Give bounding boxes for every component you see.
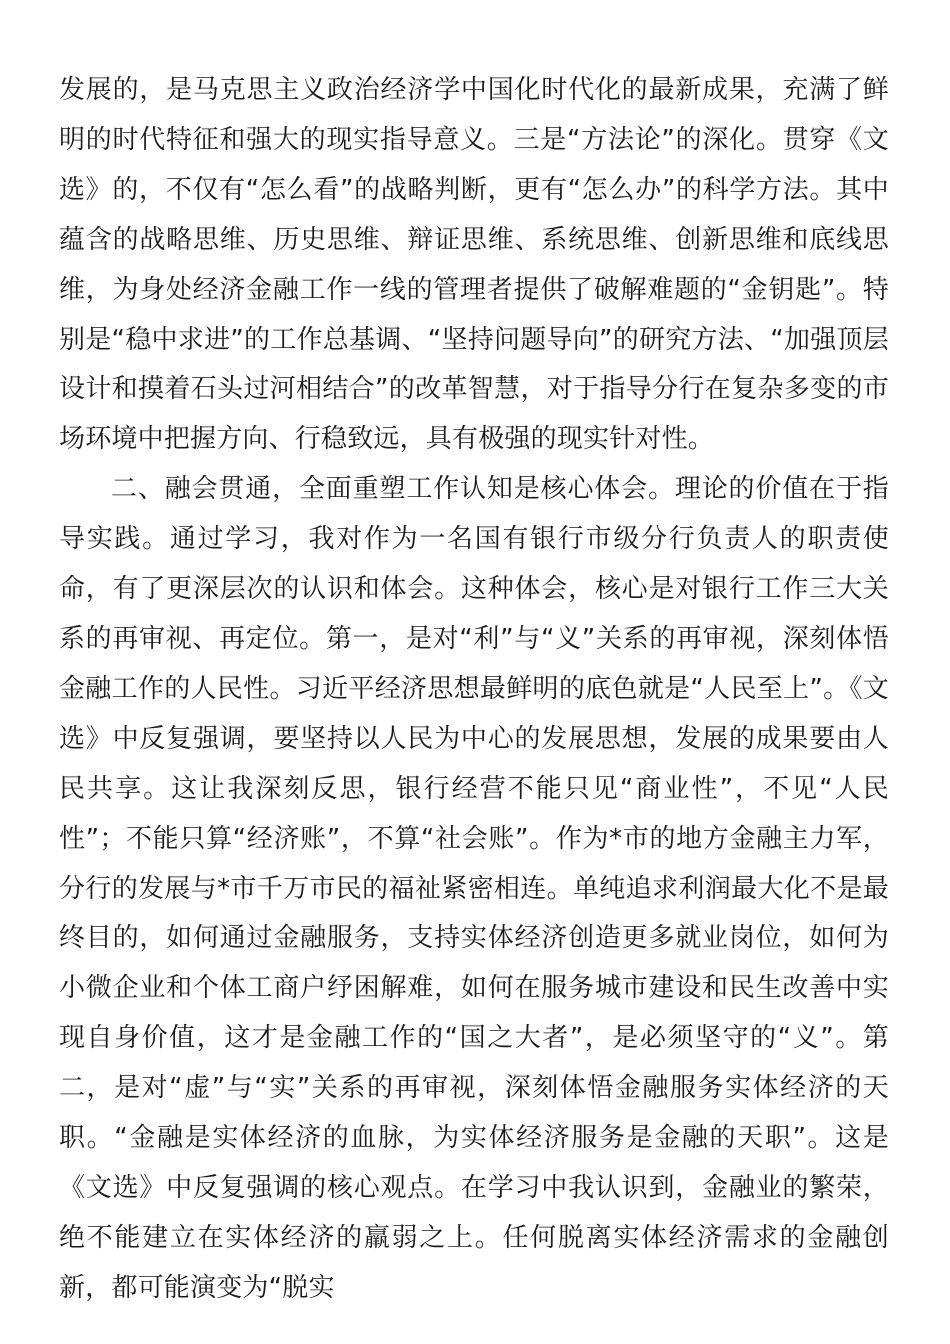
document-body bbox=[59, 66, 889, 1314]
paragraph-continuation: 发展的，是马克思主义政治经济学中国化时代化的最新成果，充满了鲜明的时代特征和强大的现实指导意义。三是“方法论”的深化。贯穿《文选》的，不仅有“怎么看”的战略判断，更有“怎么办”的科学方法。其中蕴含的战略思维、历史思维、辩证思维、系统思维、创新思维和底线思维，为身处经济金融工作一线的管理者提供了破解难题的“金钥匙”。特别是“稳中求进”的工作总基调、“坚持问题导向”的研究方法、“加强顶层设计和摸着石头过河相结合”的改革智慧，对于指导分行在复杂多变的市场环境中把握方向、行稳致远，具有极强的现实针对性。 bbox=[59, 75, 889, 455]
paragraph-section-two: 二、融会贯通，全面重塑工作认知是核心体会。理论的价值在于指导实践。通过学习，我对作为一名国有银行市级分行负责人的职责使命，有了更深层次的认识和体会。这种体会，核心是对银行工作三大关系的再审视、再定位。第一，是对“利”与“义”关系的再审视，深刻体悟金融工作的人民性。习近平经济思想最鲜明的底色就是“人民至上”。《文选》中反复强调，要坚持以人民为中心的发展思想，发展的成果要由人民共享。这让我深刻反思，银行经营不能只见“商业性”，不见“人民性”；不能只算“经济账”，不算“社会账”。作为*市的地方金融主力军，分行的发展与*市千万市民的福祉紧密相连。单纯追求利润最大化不是最终目的，如何通过金融服务，支持实体经济创造更多就业岗位，如何为小微企业和个体工商户纾困解难，如何在服务城市建设和民生改善中实现自身价值，这才是金融工作的“国之大者”，是必须坚守的“义”。第二，是对“虚”与“实”关系的再审视，深刻体悟金融服务实体经济的天职。“金融是实体经济的血脉，为实体经济服务是金融的天职”。这是《文选》中反复强调的核心观点。在学习中我认识到，金融业的繁荣，绝不能建立在实体经济的羸弱之上。任何脱离实体经济需求的金融创新，都可能演变为“脱实 bbox=[59, 474, 889, 1303]
